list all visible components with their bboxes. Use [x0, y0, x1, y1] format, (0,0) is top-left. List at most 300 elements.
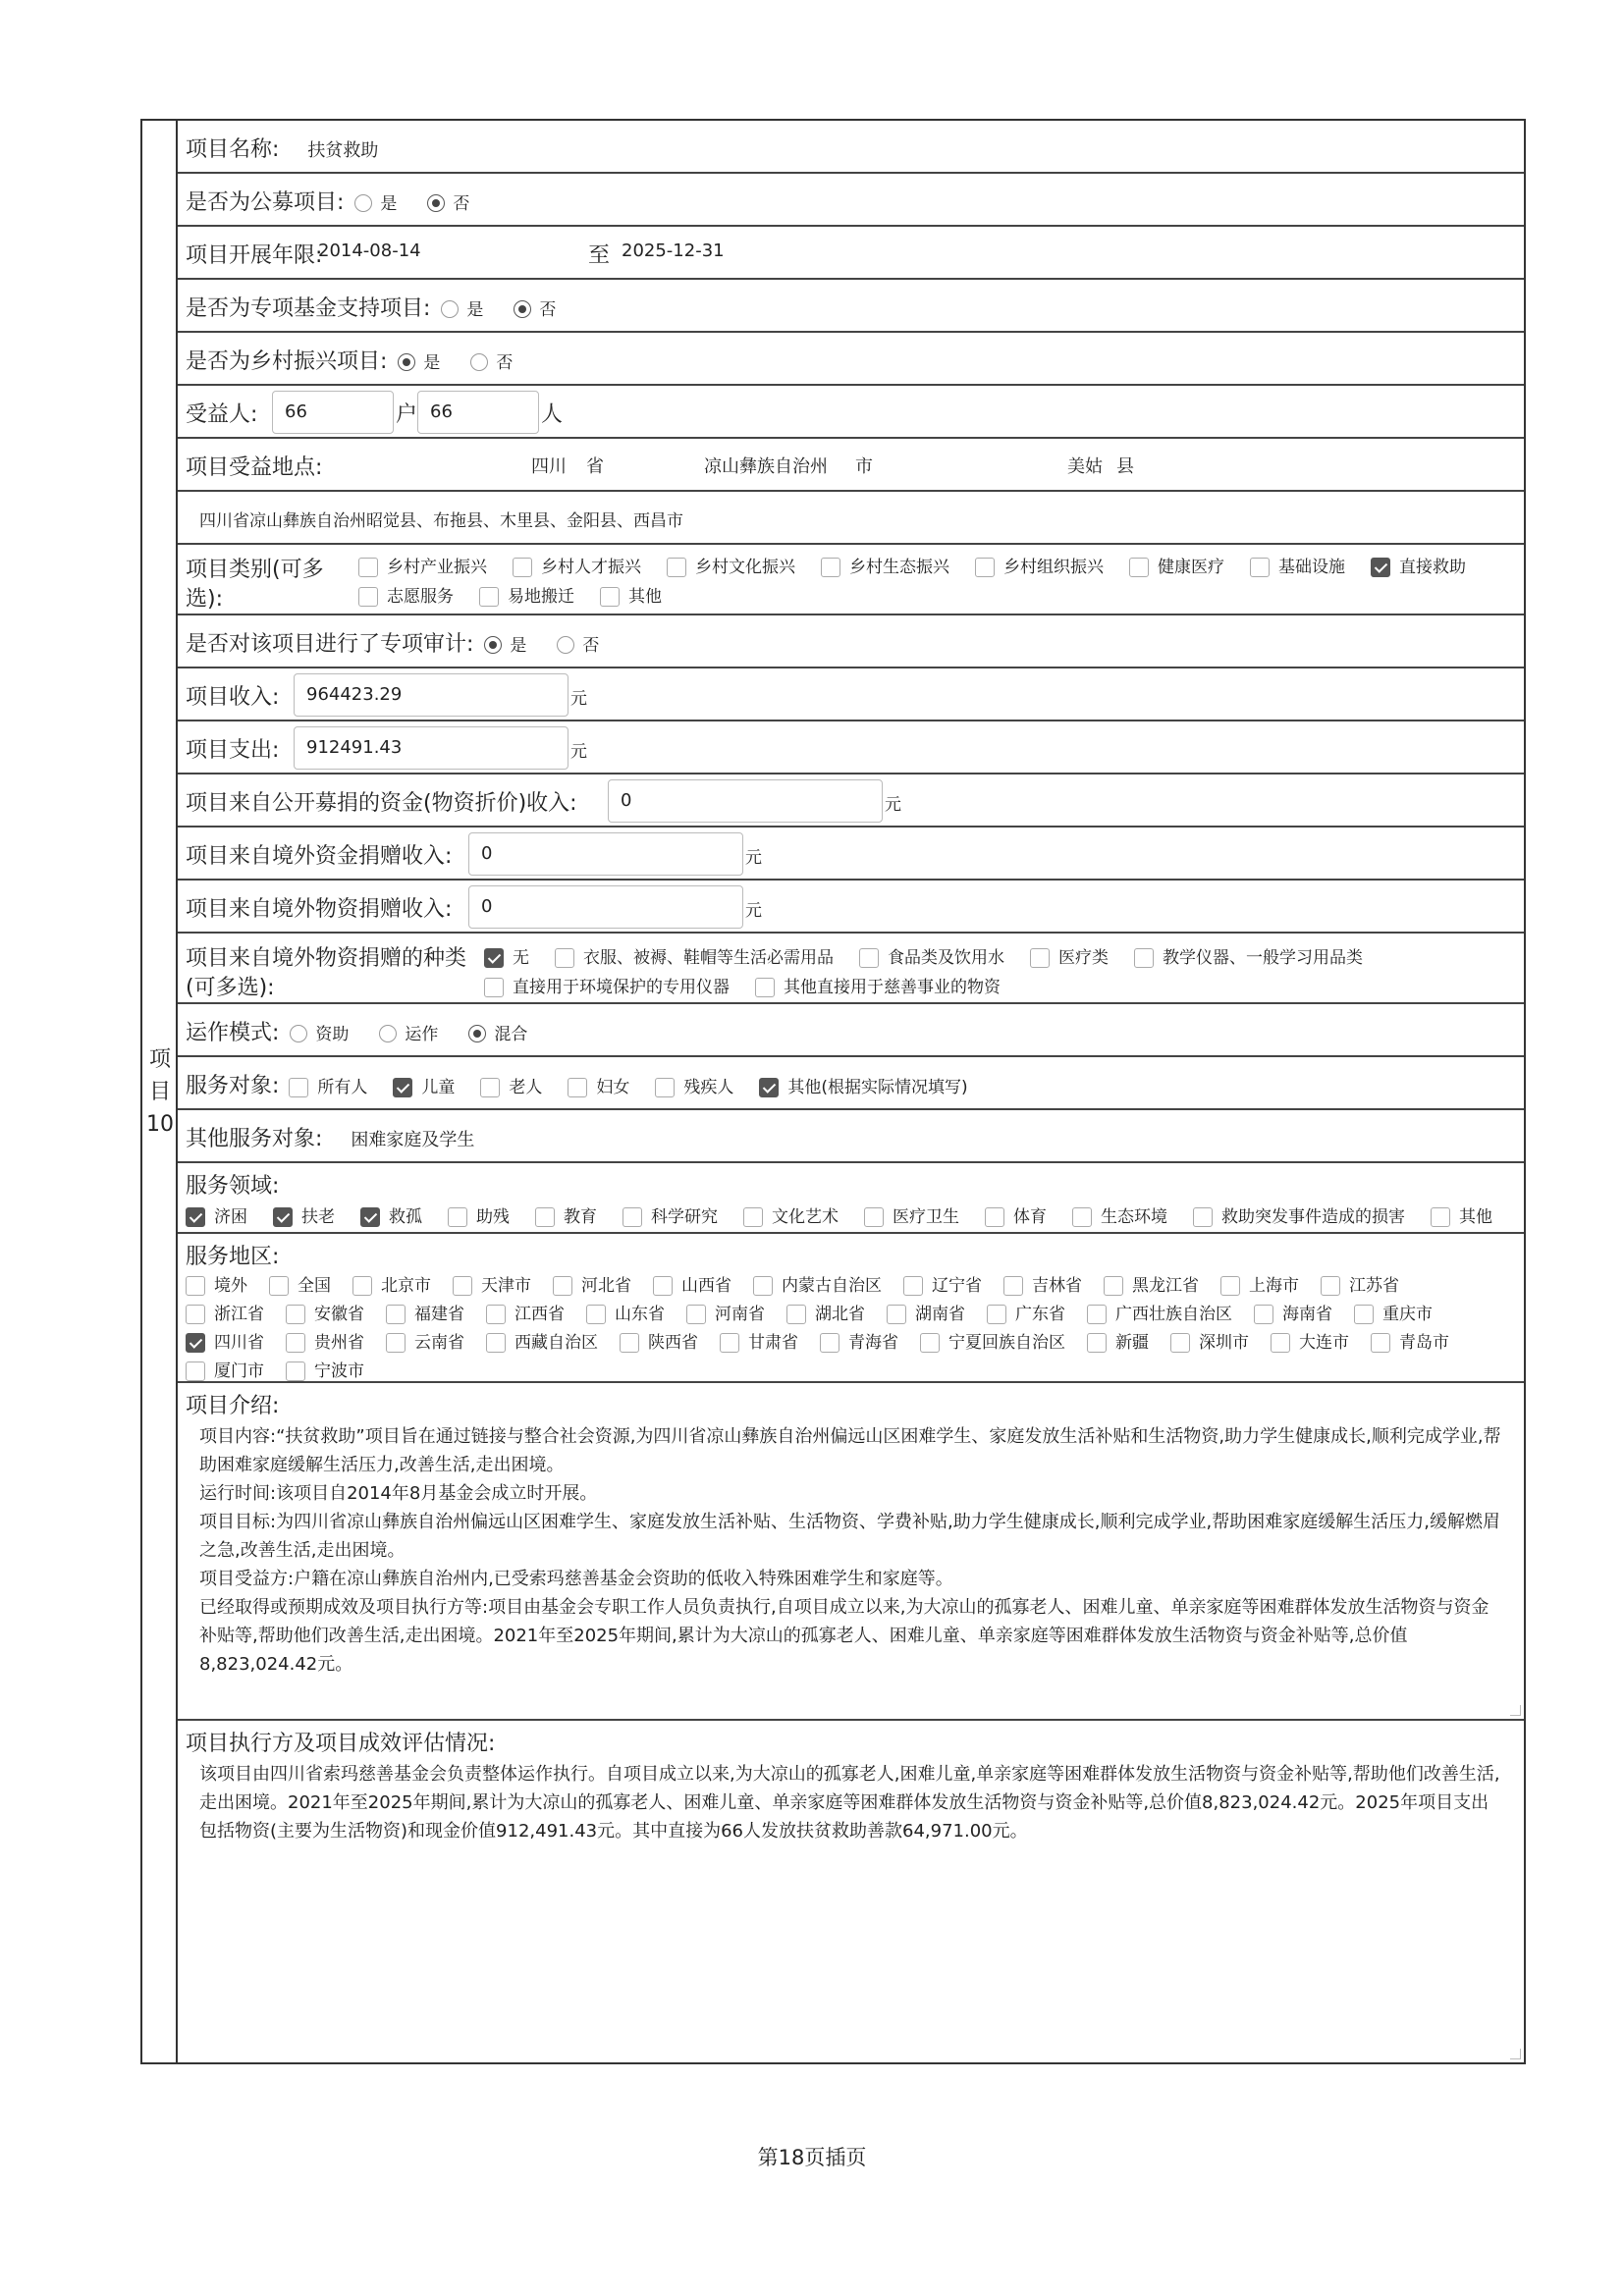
option-label: 安徽省 [314, 1305, 364, 1324]
option-item[interactable] [1193, 1202, 1405, 1227]
operation-run-label: 运作 [405, 1025, 439, 1044]
option-item[interactable] [1254, 1300, 1332, 1324]
intro-text[interactable] [199, 1422, 1506, 1679]
row-project-name [178, 121, 1524, 174]
option-label: 湖南省 [915, 1305, 965, 1324]
row-evaluation [178, 1721, 1524, 2062]
option-label: 云南省 [414, 1333, 464, 1353]
option-label: 救助突发事件造成的损害 [1221, 1207, 1405, 1227]
option-item[interactable] [720, 1328, 798, 1353]
project-name-label: 项目名称: [186, 137, 280, 162]
foreign-goods-unit: 元 [745, 901, 762, 921]
checkbox-icon[interactable] [720, 1333, 739, 1353]
option-label: 吉林省 [1032, 1276, 1082, 1296]
option-item[interactable] [623, 1202, 718, 1227]
option-item[interactable] [864, 1202, 959, 1227]
option-item[interactable] [486, 1328, 598, 1353]
checkbox-icon[interactable] [486, 1305, 506, 1324]
option-label: 内蒙古自治区 [782, 1276, 882, 1296]
option-item[interactable] [186, 1202, 247, 1227]
option-item[interactable] [186, 1328, 264, 1353]
special-fund-yes-label: 是 [466, 300, 484, 320]
option-item[interactable] [655, 1073, 733, 1097]
checkbox-icon[interactable] [269, 1276, 289, 1296]
option-item[interactable] [686, 1300, 765, 1324]
option-item[interactable] [186, 1357, 264, 1381]
checkbox-icon[interactable] [273, 1207, 293, 1227]
checkbox-icon[interactable] [975, 558, 995, 577]
row-public-fundraising [178, 174, 1524, 227]
households-input[interactable]: 66 [272, 391, 394, 434]
option-item[interactable] [1250, 553, 1345, 577]
page-footer: 第18页插页 [757, 2146, 867, 2169]
checkbox-icon[interactable] [1354, 1305, 1374, 1324]
option-item[interactable] [484, 973, 730, 997]
checkbox-icon[interactable] [535, 1207, 555, 1227]
option-label: 文化艺术 [772, 1207, 839, 1227]
option-item[interactable] [486, 1300, 565, 1324]
checkbox-icon[interactable] [820, 1333, 839, 1353]
checkbox-icon[interactable] [864, 1207, 884, 1227]
checkbox-icon[interactable] [987, 1305, 1006, 1324]
service-region-row1 [186, 1271, 1421, 1297]
option-item[interactable] [667, 553, 795, 577]
option-item[interactable] [1134, 943, 1363, 968]
row-service-region [178, 1234, 1524, 1383]
paragraph: 已经取得或预期成效及项目执行方等:项目由基金会专职工作人员负责执行,自项目成立以来,为大凉山的孤寡老人、困难儿童、单亲家庭等困难群体发放生活物资与资金补贴等,帮助他们改善生活,走出困境。2021年至2025年期间,累计为大凉山的孤寡老人、困难儿童、单亲家庭等困难群体发放生活物资与资金补贴等,总价值8,823,024.42元。 [199, 1597, 1489, 1675]
people-unit: 人 [541, 402, 564, 427]
option-item[interactable] [553, 1271, 631, 1296]
rural-yes-label: 是 [423, 353, 441, 373]
rural-yes-radio[interactable] [398, 353, 415, 371]
option-label: 济困 [214, 1207, 247, 1227]
audit-no-radio[interactable] [557, 636, 574, 654]
audit-yes-radio[interactable] [484, 636, 502, 654]
option-item[interactable] [1371, 1328, 1449, 1353]
option-label: 福建省 [414, 1305, 464, 1324]
location-county-unit: 县 [1116, 456, 1134, 477]
location-county[interactable]: 美姑 [1067, 456, 1103, 477]
row-category [178, 545, 1524, 615]
row-service-target [178, 1057, 1524, 1110]
foreign-goods-label: 项目来自境外物资捐赠收入: [186, 897, 453, 922]
option-label: 生态环境 [1101, 1207, 1167, 1227]
option-item[interactable] [186, 1300, 264, 1324]
option-label: 湖北省 [815, 1305, 865, 1324]
checkbox-icon[interactable] [655, 1078, 675, 1097]
period-end[interactable]: 2025-12-31 [622, 240, 725, 261]
option-label: 四川省 [214, 1333, 264, 1353]
option-label: 山西省 [681, 1276, 731, 1296]
paragraph: 运行时间:该项目自2014年8月基金会成立时开展。 [199, 1483, 598, 1504]
option-label: 志愿服务 [387, 587, 454, 607]
audit-yes-label: 是 [510, 636, 527, 656]
checkbox-icon[interactable] [479, 587, 499, 607]
expense-unit: 元 [570, 742, 587, 762]
option-item[interactable] [1371, 553, 1466, 577]
checkbox-icon[interactable] [623, 1207, 642, 1227]
checkbox-icon[interactable] [393, 1078, 412, 1097]
checkbox-icon[interactable] [358, 558, 378, 577]
location-city[interactable]: 凉山彝族自治州 [704, 456, 828, 477]
option-label: 贵州省 [314, 1333, 364, 1353]
checkbox-icon[interactable] [186, 1207, 205, 1227]
checkbox-icon[interactable] [1030, 948, 1050, 968]
checkbox-icon[interactable] [686, 1305, 706, 1324]
checkbox-icon[interactable] [753, 1276, 773, 1296]
option-item[interactable] [1087, 1328, 1149, 1353]
checkbox-icon[interactable] [859, 948, 879, 968]
option-label: 乡村产业振兴 [387, 558, 487, 577]
option-item[interactable] [753, 1271, 882, 1296]
option-label: 深圳市 [1199, 1333, 1249, 1353]
option-item[interactable] [821, 553, 949, 577]
checkbox-icon[interactable] [1129, 558, 1149, 577]
option-item[interactable] [484, 943, 529, 968]
option-item[interactable] [586, 1300, 665, 1324]
foreign-goods-input[interactable]: 0 [468, 885, 743, 929]
checkbox-icon[interactable] [513, 558, 532, 577]
operation-fund-radio[interactable] [290, 1025, 307, 1042]
category-label-1: 项目类别(可多 [186, 558, 324, 582]
option-item[interactable] [269, 1271, 331, 1296]
option-item[interactable] [975, 553, 1104, 577]
checkbox-icon[interactable] [1371, 1333, 1390, 1353]
row-foreign-types [178, 934, 1524, 1004]
people-input[interactable]: 66 [417, 391, 539, 434]
option-label: 山东省 [615, 1305, 665, 1324]
option-item[interactable] [1220, 1271, 1299, 1296]
checkbox-icon[interactable] [448, 1207, 467, 1227]
checkbox-icon[interactable] [1087, 1305, 1107, 1324]
checkbox-icon[interactable] [1431, 1207, 1450, 1227]
option-item[interactable] [386, 1328, 464, 1353]
checkbox-icon[interactable] [920, 1333, 940, 1353]
option-item[interactable] [360, 1202, 422, 1227]
checkbox-icon[interactable] [360, 1207, 380, 1227]
option-label: 乡村人才振兴 [541, 558, 641, 577]
option-item[interactable] [1321, 1271, 1399, 1296]
option-item[interactable] [286, 1357, 364, 1381]
checkbox-icon[interactable] [1104, 1276, 1123, 1296]
checkbox-icon[interactable] [1271, 1333, 1290, 1353]
option-item[interactable] [600, 582, 662, 607]
option-label: 乡村生态振兴 [849, 558, 949, 577]
option-label: 救孤 [389, 1207, 422, 1227]
option-label: 上海市 [1249, 1276, 1299, 1296]
evaluation-resize-handle[interactable] [1510, 2049, 1521, 2059]
checkbox-icon[interactable] [1170, 1333, 1190, 1353]
option-label: 其他 [628, 587, 662, 607]
checkbox-icon[interactable] [286, 1362, 305, 1381]
option-item[interactable] [358, 553, 487, 577]
audit-label: 是否对该项目进行了专项审计: [186, 632, 474, 657]
service-field-label: 服务领域: [186, 1174, 280, 1199]
option-item[interactable] [1170, 1328, 1249, 1353]
project-name-value: 扶贫救助 [307, 140, 379, 161]
operation-run-radio[interactable] [379, 1025, 397, 1042]
evaluation-label: 项目执行方及项目成效评估情况: [186, 1732, 496, 1756]
option-label: 其他(根据实际情况填写) [787, 1078, 968, 1097]
operation-fund-label: 资助 [315, 1025, 350, 1044]
option-label: 易地搬迁 [508, 587, 574, 607]
option-item[interactable] [743, 1202, 839, 1227]
checkbox-icon[interactable] [620, 1333, 639, 1353]
option-label: 北京市 [381, 1276, 431, 1296]
checkbox-icon[interactable] [286, 1333, 305, 1353]
foreign-fund-input[interactable]: 0 [468, 832, 743, 876]
option-label: 医疗类 [1058, 948, 1109, 968]
checkbox-icon[interactable] [1087, 1333, 1107, 1353]
option-label: 健康医疗 [1158, 558, 1224, 577]
period-to: 至 [588, 243, 611, 268]
row-income [178, 668, 1524, 721]
row-foreign-fund [178, 828, 1524, 881]
option-item[interactable] [448, 1202, 510, 1227]
option-item[interactable] [1104, 1271, 1199, 1296]
option-label: 广西壮族自治区 [1115, 1305, 1232, 1324]
checkbox-icon[interactable] [759, 1078, 779, 1097]
evaluation-text[interactable] [199, 1760, 1506, 1845]
checkbox-icon[interactable] [786, 1305, 806, 1324]
paragraph: 项目受益方:户籍在凉山彝族自治州内,已受索玛慈善基金会资助的低收入特殊困难学生和家庭等。 [199, 1569, 953, 1589]
row-operation [178, 1004, 1524, 1057]
checkbox-icon[interactable] [486, 1333, 506, 1353]
option-item[interactable] [186, 1271, 247, 1296]
service-region-row2 [186, 1300, 1454, 1325]
option-label: 其他直接用于慈善事业的物资 [784, 978, 1001, 997]
option-label: 黑龙江省 [1132, 1276, 1199, 1296]
checkbox-icon[interactable] [903, 1276, 923, 1296]
option-label: 教学仪器、一般学习用品类 [1163, 948, 1363, 968]
service-region-row3 [186, 1328, 1471, 1354]
audit-no-label: 否 [582, 636, 600, 656]
foreign-fund-unit: 元 [745, 848, 762, 868]
row-special-fund [178, 280, 1524, 333]
option-item[interactable] [513, 553, 641, 577]
checkbox-icon[interactable] [586, 1305, 606, 1324]
option-item[interactable] [985, 1202, 1047, 1227]
row-rural [178, 333, 1524, 386]
row-expense [178, 721, 1524, 774]
option-item[interactable] [1072, 1202, 1167, 1227]
paragraph: 项目目标:为四川省凉山彝族自治州偏远山区困难学生、家庭发放生活补贴、生活物资、学费补贴,助力学生健康成长,顺利完成学业,帮助困难家庭缓解生活压力,缓解燃眉之急,改善生活,走出困境。 [199, 1512, 1500, 1561]
option-label: 境外 [214, 1276, 247, 1296]
side-column [142, 121, 178, 2062]
checkbox-icon[interactable] [352, 1276, 372, 1296]
option-item[interactable] [555, 943, 834, 968]
location-detail[interactable]: 四川省凉山彝族自治州昭觉县、布拖县、木里县、金阳县、西昌市 [199, 511, 683, 531]
option-item[interactable] [286, 1300, 364, 1324]
checkbox-icon[interactable] [653, 1276, 673, 1296]
checkbox-icon[interactable] [887, 1305, 906, 1324]
expense-input[interactable]: 912491.43 [294, 726, 568, 770]
checkbox-icon[interactable] [555, 948, 574, 968]
checkbox-icon[interactable] [453, 1276, 472, 1296]
location-label: 项目受益地点: [186, 455, 323, 480]
option-item[interactable] [1129, 553, 1224, 577]
row-service-field [178, 1163, 1524, 1234]
checkbox-icon[interactable] [667, 558, 686, 577]
foreign-types-label-1: 项目来自境外物资捐赠的种类 [186, 946, 467, 971]
option-label: 辽宁省 [932, 1276, 982, 1296]
option-label: 河北省 [581, 1276, 631, 1296]
rural-no-radio[interactable] [470, 353, 488, 371]
row-location-detail [178, 492, 1524, 545]
checkbox-icon[interactable] [1003, 1276, 1023, 1296]
household-unit: 户 [396, 402, 418, 427]
checkbox-icon[interactable] [743, 1207, 763, 1227]
option-label: 食品类及饮用水 [888, 948, 1004, 968]
option-item[interactable] [1087, 1300, 1232, 1324]
checkbox-icon[interactable] [186, 1276, 205, 1296]
option-label: 宁夏回族自治区 [948, 1333, 1065, 1353]
checkbox-icon[interactable] [1220, 1276, 1240, 1296]
row-audit [178, 615, 1524, 668]
public-income-input[interactable]: 0 [608, 779, 883, 823]
option-item[interactable] [786, 1300, 865, 1324]
paragraph: 该项目由四川省索玛慈善基金会负责整体运作执行。自项目成立以来,为大凉山的孤寡老人,困难儿童,单亲家庭等困难群体发放生活物资与资金补贴等,帮助他们改善生活,走出困境。2021年至2025年期间,累计为大凉山的孤寡老人、困难儿童、单亲家庭等困难群体发放生活物资与资金补贴等,总价值8,823,024.42元。2025年项目支出包括物资(主要为生活物资)和现金价值912,491.43元。其中直接为66人发放扶贫救助善款64,971.00元。 [199, 1764, 1500, 1842]
operation-mixed-label: 混合 [494, 1025, 528, 1044]
option-item[interactable] [535, 1202, 597, 1227]
row-beneficiaries [178, 386, 1524, 439]
income-input[interactable]: 964423.29 [294, 673, 568, 717]
option-item[interactable] [653, 1271, 731, 1296]
checkbox-icon[interactable] [1371, 558, 1390, 577]
checkbox-icon[interactable] [386, 1305, 406, 1324]
option-label: 体育 [1013, 1207, 1047, 1227]
row-public-income [178, 774, 1524, 828]
checkbox-icon[interactable] [286, 1305, 305, 1324]
option-label: 重庆市 [1382, 1305, 1433, 1324]
checkbox-icon[interactable] [186, 1362, 205, 1381]
checkbox-icon[interactable] [1250, 558, 1270, 577]
option-label: 直接救助 [1399, 558, 1466, 577]
option-item[interactable] [479, 582, 574, 607]
checkbox-icon[interactable] [484, 978, 504, 997]
checkbox-icon[interactable] [186, 1305, 205, 1324]
checkbox-icon[interactable] [289, 1078, 308, 1097]
checkbox-icon[interactable] [1134, 948, 1154, 968]
option-item[interactable] [859, 943, 1004, 968]
location-province[interactable]: 四川 [531, 456, 567, 477]
service-field-options [186, 1202, 1518, 1228]
checkbox-icon[interactable] [358, 587, 378, 607]
operation-mixed-radio[interactable] [468, 1025, 486, 1042]
foreign-types-label-2: (可多选): [186, 976, 275, 1000]
category-options-row2 [358, 582, 687, 608]
expense-label: 项目支出: [186, 738, 280, 763]
option-item[interactable] [1431, 1202, 1492, 1227]
option-item[interactable] [393, 1073, 455, 1097]
option-label: 乡村组织振兴 [1003, 558, 1104, 577]
service-target-label: 服务对象: [186, 1074, 280, 1098]
row-location [178, 439, 1524, 492]
public-fundraising-yes-label: 是 [380, 194, 398, 214]
option-label: 妇女 [596, 1078, 630, 1097]
row-foreign-goods [178, 881, 1524, 934]
intro-resize-handle[interactable] [1510, 1705, 1521, 1716]
checkbox-icon[interactable] [985, 1207, 1004, 1227]
special-fund-label: 是否为专项基金支持项目: [186, 296, 431, 321]
special-fund-no-label: 否 [539, 300, 557, 320]
option-item[interactable] [1030, 943, 1109, 968]
option-item[interactable] [920, 1328, 1065, 1353]
checkbox-icon[interactable] [480, 1078, 500, 1097]
option-item[interactable] [358, 582, 454, 607]
option-item[interactable] [987, 1300, 1065, 1324]
other-target-value[interactable]: 困难家庭及学生 [351, 1130, 475, 1150]
option-item[interactable] [352, 1271, 431, 1296]
service-region-label: 服务地区: [186, 1245, 280, 1269]
checkbox-icon[interactable] [1072, 1207, 1092, 1227]
option-label: 河南省 [715, 1305, 765, 1324]
checkbox-icon[interactable] [568, 1078, 587, 1097]
form-frame [140, 119, 1526, 2064]
option-item[interactable] [480, 1073, 542, 1097]
option-label: 直接用于环境保护的专用仪器 [513, 978, 730, 997]
public-fundraising-no-radio[interactable] [427, 194, 445, 212]
public-fundraising-yes-radio[interactable] [354, 194, 372, 212]
service-region-row4 [186, 1357, 386, 1382]
checkbox-icon[interactable] [553, 1276, 572, 1296]
option-label: 全国 [298, 1276, 331, 1296]
option-item[interactable] [273, 1202, 335, 1227]
other-target-label: 其他服务对象: [186, 1127, 323, 1151]
option-label: 儿童 [421, 1078, 456, 1097]
option-item[interactable] [887, 1300, 965, 1324]
option-label: 甘肃省 [748, 1333, 798, 1353]
option-item[interactable] [1271, 1328, 1349, 1353]
checkbox-icon[interactable] [484, 948, 504, 968]
option-item[interactable] [759, 1073, 967, 1097]
option-item[interactable] [386, 1300, 464, 1324]
checkbox-icon[interactable] [755, 978, 775, 997]
option-item[interactable] [755, 973, 1001, 997]
period-start[interactable]: 2014-08-14 [318, 240, 421, 261]
option-label: 医疗卫生 [893, 1207, 959, 1227]
service-target-options [289, 1074, 993, 1098]
option-item[interactable] [903, 1271, 982, 1296]
checkbox-icon[interactable] [600, 587, 620, 607]
option-label: 残疾人 [683, 1078, 734, 1097]
option-item[interactable] [820, 1328, 898, 1353]
checkbox-icon[interactable] [1254, 1305, 1273, 1324]
option-item[interactable] [1003, 1271, 1082, 1296]
option-item[interactable] [453, 1271, 531, 1296]
checkbox-icon[interactable] [1193, 1207, 1213, 1227]
option-item[interactable] [568, 1073, 629, 1097]
public-fundraising-no-label: 否 [453, 194, 470, 214]
checkbox-icon[interactable] [386, 1333, 406, 1353]
option-item[interactable] [286, 1328, 364, 1353]
option-label: 扶老 [301, 1207, 335, 1227]
checkbox-icon[interactable] [1321, 1276, 1340, 1296]
option-item[interactable] [1354, 1300, 1433, 1324]
location-province-unit: 省 [586, 456, 604, 477]
row-other-target [178, 1110, 1524, 1163]
option-item[interactable] [289, 1073, 367, 1097]
option-label: 教育 [564, 1207, 597, 1227]
checkbox-icon[interactable] [186, 1333, 205, 1353]
public-fundraising-label: 是否为公募项目: [186, 190, 345, 215]
special-fund-no-radio[interactable] [514, 300, 531, 318]
checkbox-icon[interactable] [821, 558, 840, 577]
row-intro [178, 1383, 1524, 1721]
option-label: 海南省 [1282, 1305, 1332, 1324]
option-item[interactable] [620, 1328, 698, 1353]
special-fund-yes-radio[interactable] [441, 300, 459, 318]
